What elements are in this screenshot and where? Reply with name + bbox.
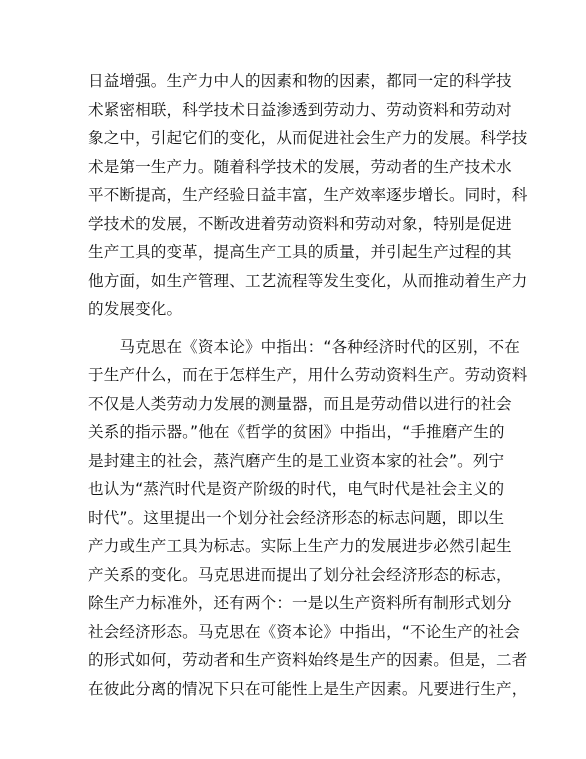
text-line: 关系的指示器。”他在《哲学的贫困》中指出，“手推磨产生的	[88, 423, 505, 441]
text-line: 术是第一生产力。随着科学技术的发展，劳动者的生产技术水	[88, 157, 512, 176]
paragraph-gap	[88, 324, 508, 333]
text-line: 的形式如何，劳动者和生产资料始终是生产的因素。但是，二者	[88, 651, 528, 669]
text-line: 也认为“蒸汽时代是资产阶级的时代，电气时代是社会主义的	[88, 480, 505, 498]
text-line: 社会经济形态。马克思在《资本论》中指出，“不论生产的社会	[88, 622, 520, 641]
paragraph-1	[88, 67, 528, 324]
text-line: 时代”。这里提出一个划分社会经济形态的标志问题，即以生	[88, 508, 505, 527]
text-line: 产关系的变化。马克思进而提出了划分社会经济形态的标志，	[88, 565, 512, 584]
text-line: 于生产什么，而在于怎样生产，用什么劳动资料生产。劳动资料	[88, 366, 528, 384]
text-line: 他方面，如生产管理、工艺流程等发生变化，从而推动着生产力	[88, 271, 528, 290]
text-line: 学技术的发展，不断改进着劳动资料和劳动对象，特别是促进	[88, 214, 512, 233]
text-line: 生产工具的变革，提高生产工具的质量，并引起生产过程的其	[88, 243, 512, 261]
text-line: 的发展变化。	[88, 300, 183, 318]
text-line: 产力或生产工具为标志。实际上生产力的发展进步必然引起生	[88, 537, 512, 555]
text-line: 术紧密相联，科学技术日益渗透到劳动力、劳动资料和劳动对	[88, 100, 512, 119]
text-line: 平不断提高，生产经验日益丰富，生产效率逐步增长。同时，科	[88, 186, 528, 204]
text-line: 日益增强。生产力中人的因素和物的因素，都同一定的科学技	[88, 72, 512, 90]
text-line: 除生产力标准外，还有两个：一是以生产资料所有制形式划分	[88, 594, 512, 612]
paragraph-2	[88, 333, 528, 704]
text-line: 象之中，引起它们的变化，从而促进社会生产力的发展。科学技	[88, 129, 528, 147]
text-line: 不仅是人类劳动力发展的测量器，而且是劳动借以进行的社会	[88, 394, 512, 413]
body-text	[88, 67, 528, 703]
text-line: 马克思在《资本论》中指出：“各种经济时代的区别，不在	[88, 337, 520, 356]
text-line: 是封建主的社会，蒸汽磨产生的是工业资本家的社会”。列宁	[88, 451, 505, 470]
text-line: 在彼此分离的情况下只在可能性上是生产因素。凡要进行生产，	[88, 679, 528, 698]
